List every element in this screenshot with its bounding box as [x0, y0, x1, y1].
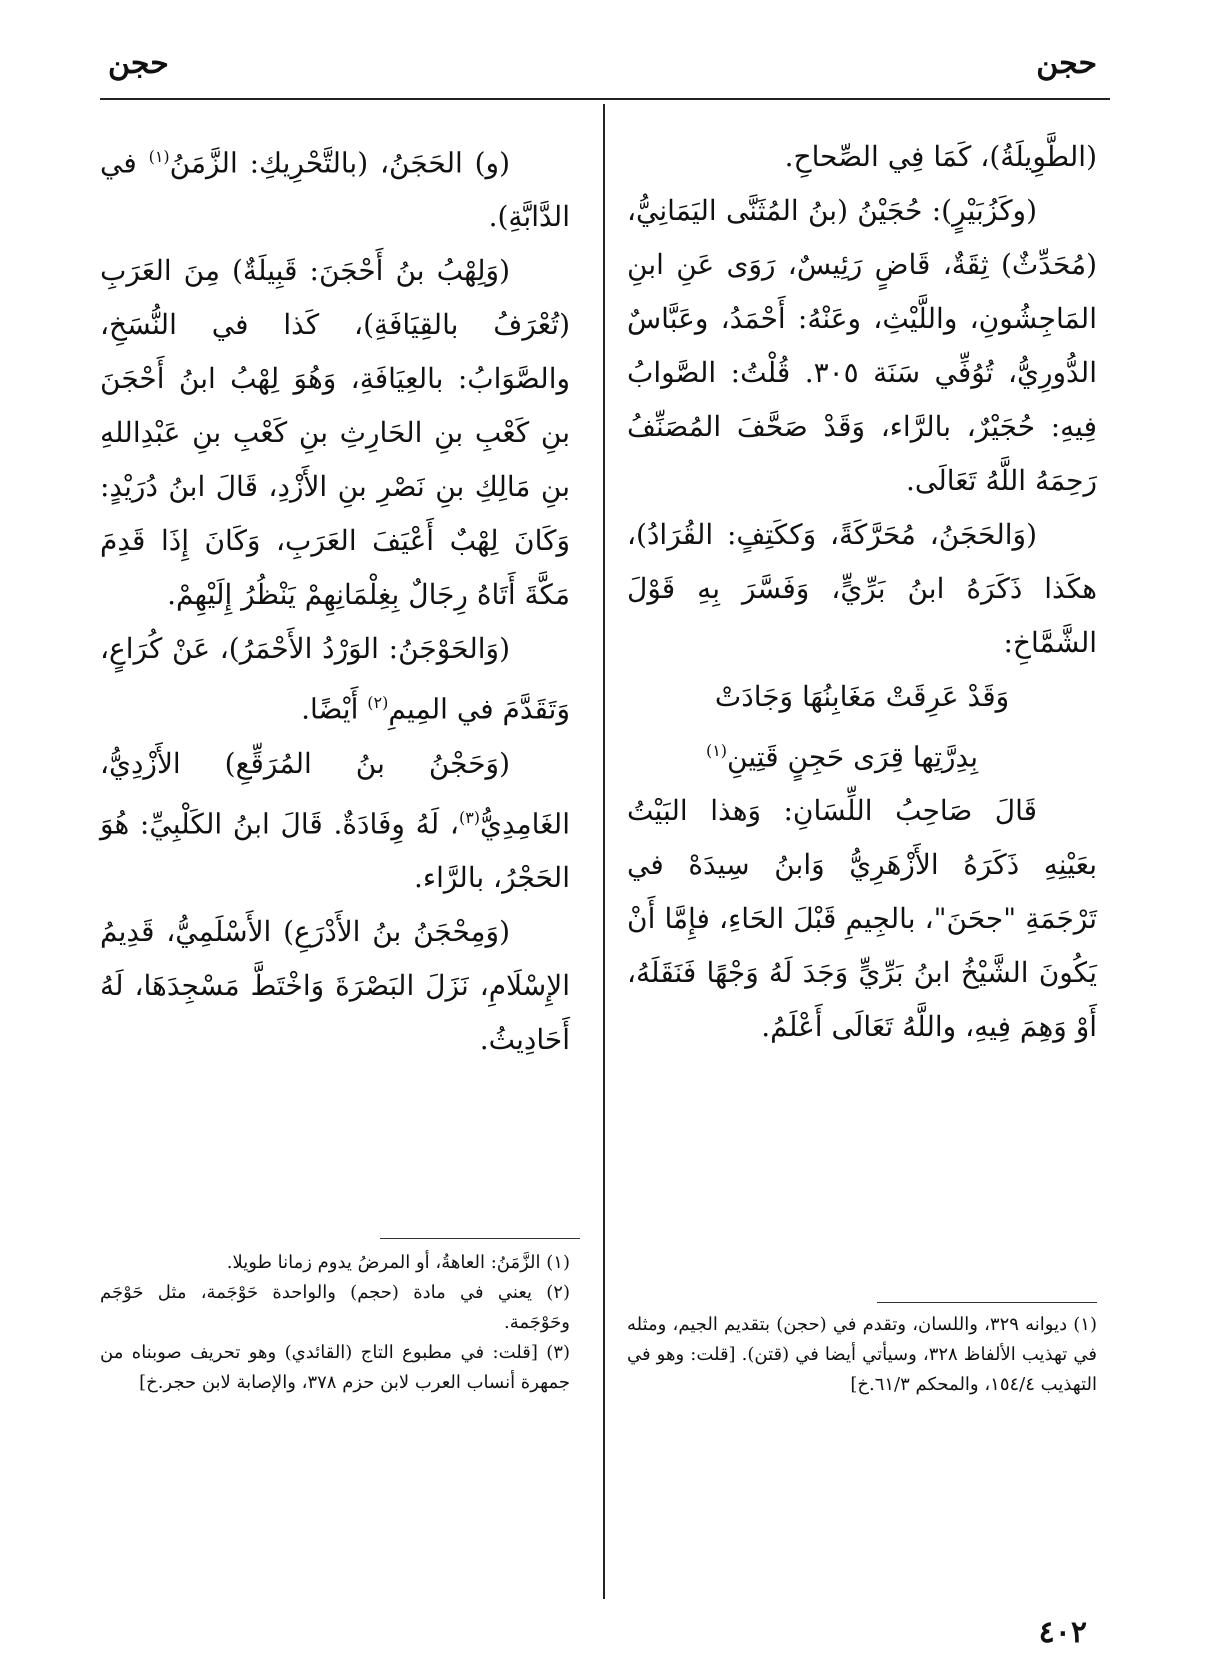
entry-text: في الدَّابَّةِ).	[100, 146, 570, 234]
footnote: (١) الزَّمَنُ: العاهةُ، أو المرضُ يدوم زمانا طويلا.	[226, 1252, 570, 1273]
running-header-right: حجن	[1036, 46, 1097, 81]
entry-paragraph	[100, 737, 570, 905]
footnote: (١) ديوانه ٣٢٩، واللسان، وتقدم في (حجن) بتقديم الجيم، ومثله في تهذيب الألفاظ ٣٢٨، وسيأتي أيضا في (قتن). [قلت: وهو في التهذيب ١٥٤/٤، والمحكم ٦١/٣.خ]	[627, 1314, 1097, 1395]
column-divider	[603, 104, 605, 1599]
running-header-left: حجن	[108, 46, 169, 81]
entry-text: أَيْضًا.	[301, 692, 368, 726]
entry-text: ، لَهُ وِفَادَةٌ. قَالَ ابنُ الكَلْبِيِّ: هُوَ الحَجْرُ، بالرَّاء.	[100, 806, 570, 894]
poem-verse-text: بِدِرَّتِها قِرَى حَجِنٍ قَتِينِ	[727, 740, 979, 774]
footnote-rule	[380, 1238, 580, 1239]
entry-paragraph	[100, 622, 570, 736]
page-number: ٤٠٢	[1038, 1615, 1087, 1650]
footnote-marker: (١)	[705, 741, 728, 760]
entry-paragraph: (وَمِحْجَنُ بنُ الأَدْرَعِ) الأَسْلَمِيُّ، قَدِيمُ الإِسْلَامِ، نَزَلَ البَصْرَةَ وَاخْتَطَّ مَسْجِدَهَا، لَهُ أَحَادِيثُ.	[100, 914, 570, 1056]
header-rule	[100, 98, 1110, 100]
entry-paragraph: (وَلِهْبُ بنُ أَحْجَنَ: قَبِيلَةٌ) مِنَ العَرَبِ (تُعْرَفُ بالقِيَافَةِ)، كَذا في النُّسَخِ، والصَّوَابُ: بالعِيَافَةِ، وَهُوَ لِهْبُ ابنُ أَحْجَنَ بنِ كَعْبِ بنِ الحَارِثِ بنِ كَعْبِ بنِ عَبْدِاللهِ بنِ مَالِكِ بنِ نَصْرِ بنِ الأَزْدِ، قَالَ ابنُ دُرَيْدٍ: وَكَانَ لِهْبٌ أَعْيَفَ العَرَبِ، وَكَانَ إِذَا قَدِمَ مَكَّةَ أَتَاهُ رِجَالٌ بِغِلْمَانِهِمْ يَنْظُرُ إِلَيْهِمْ.	[100, 254, 570, 612]
entry-text: (وَحَجْنُ بنُ المُرَقِّعِ) الأَزْدِيُّ، الغَامِدِيُّ	[100, 746, 570, 840]
entry-paragraph: (وَالحَجَنُ، مُحَرَّكَةً، وَككَتِفٍ: القُرَادُ)، هكَذا ذَكَرَهُ ابنُ بَرِّيٍّ، وَفَسَّرَ بِهِ قَوْلَ الشَّمَّاخِ:	[627, 518, 1097, 659]
footnote-rule	[877, 1302, 1097, 1303]
footnote-marker: (٣)	[458, 807, 481, 827]
footnote: (٢) يعني في مادة (حجم) والواحدة حَوْجَمة، مثل حَوْجَم وحَوْجَمة.	[100, 1282, 570, 1333]
entry-paragraph: قَالَ صَاحِبُ اللِّسَانِ: وَهذا البَيْتُ بعَيْنِهِ ذَكَرَهُ الأَزْهَرِيُّ وَابنُ سِيدَهْ في تَرْجَمَةِ "جحَنَ"، بالجِيمِ قَبْلَ الحَاءِ، فإِمَّا أَنْ يَكُونَ الشَّيْخُ ابنُ بَرِّيٍّ وَجَدَ لَهُ وَجْهًا فَنَقَلَهُ، أَوْ وَهِمَ فِيهِ، واللَّهُ تَعَالَى أَعْلَمُ.	[627, 794, 1097, 1044]
left-column	[100, 130, 570, 1067]
entry-text: (و) الحَجَنُ، (بالتَّحْرِيكِ: الزَّمَنُ	[169, 146, 510, 180]
entry-paragraph	[100, 130, 570, 244]
footnote-marker: (٢)	[367, 693, 389, 713]
poem-verse: وَقَدْ عَرِقَتْ مَغَابِنُهَا وَجَادَتْ	[714, 680, 1010, 713]
footnotes-left	[100, 1248, 570, 1398]
entry-paragraph: (الطَّوِيلَةُ)، كَمَا فِي الصِّحاحِ.	[784, 140, 1097, 173]
footnote-marker: (١)	[148, 147, 170, 166]
right-column	[627, 130, 1097, 1054]
entry-paragraph: (وكَزُبَيْرٍ): حُجَيْنُ (بنُ المُثَنَّى اليَمَانِيُّ، (مُحَدِّثٌ) ثِقَةٌ، قَاضٍ رَئِيسٌ، رَوَى عَنِ ابنِ المَاجِشُونِ، واللَّيْثِ، وعَنْهُ: أَحْمَدُ، وعَبَّاسٌ الدُّورِيُّ، تُوُفِّي سَنَة ٣٠٥. قُلْتُ: الصَّوابُ فِيهِ: حُجَيْرٌ، بالرَّاء، وَقَدْ صَحَّفَ المُصَنِّفُ رَحِمَهُ اللَّهُ تَعَالَى.	[627, 194, 1097, 497]
footnote: (٣) [قلت: في مطبوع التاج (القائدي) وهو تحريف صوبناه من جمهرة أنساب العرب لابن حزم ٣٧٨، والإصابة لابن حجر.خ]	[100, 1342, 570, 1393]
footnotes-right	[627, 1310, 1097, 1400]
entry-text: (وَالحَوْجَنُ: الوَرْدُ الأَحْمَرُ)، عَنْ كُرَاعٍ، وَتَقَدَّمَ في المِيمِ	[100, 632, 570, 726]
poem-verse	[627, 724, 1097, 784]
